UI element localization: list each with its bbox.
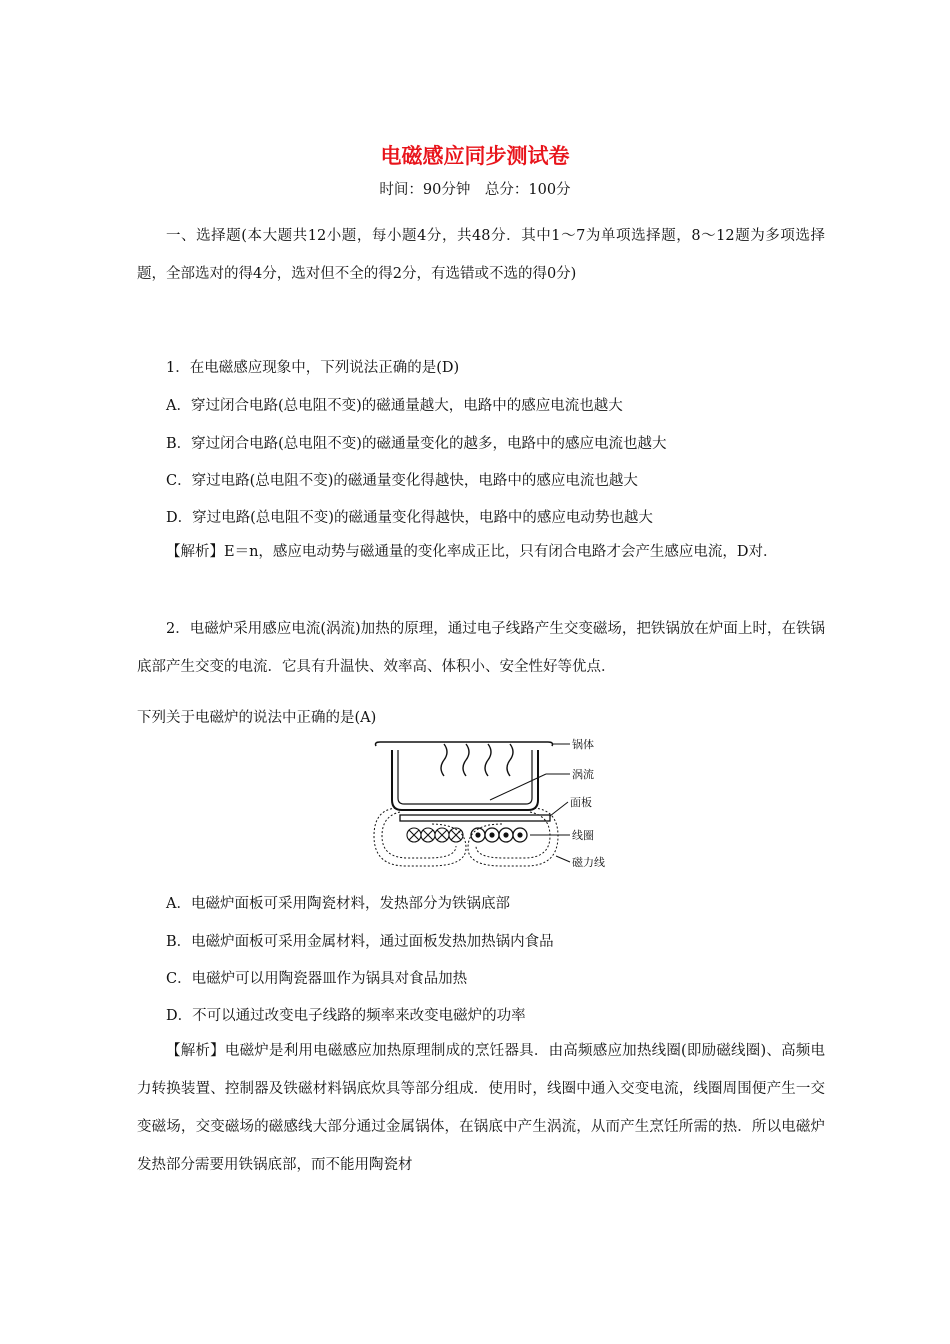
question-1-option-d: D．穿过电路(总电阻不变)的磁通量变化得越快，电路中的感应电动势也越大 bbox=[166, 510, 653, 526]
question-2-stem-end: 下列关于电磁炉的说法中正确的是(A) bbox=[137, 710, 377, 726]
exam-info: 时间：90分钟 总分：100分 bbox=[379, 182, 571, 198]
label-panel: 面板 bbox=[570, 796, 592, 809]
label-coil: 线圈 bbox=[572, 829, 594, 842]
induction-cooker-diagram bbox=[370, 736, 606, 874]
question-1-option-a: A．穿过闭合电路(总电阻不变)的磁通量越大，电路中的感应电流也越大 bbox=[166, 398, 623, 414]
section-instructions: 一、选择题(本大题共12小题，每小题4分，共48分．其中1～7为单项选择题，8～12题为多项选择题，全部选对的得4分，选对但不全的得2分，有选错或不选的得0分) bbox=[137, 228, 825, 282]
question-1-analysis: 【解析】E＝n，感应电动势与磁通量的变化率成正比，只有闭合电路才会产生感应电流，D对． bbox=[166, 544, 778, 560]
label-field-lines: 磁力线 bbox=[572, 856, 605, 869]
question-2-option-c: C．电磁炉可以用陶瓷器皿作为锅具对食品加热 bbox=[166, 971, 468, 987]
label-eddy-current: 涡流 bbox=[572, 768, 594, 781]
question-1-option-c: C．穿过电路(总电阻不变)的磁通量变化得越快，电路中的感应电流也越大 bbox=[166, 473, 638, 489]
question-1-stem: 1．在电磁感应现象中，下列说法正确的是(D) bbox=[166, 360, 460, 376]
label-pot: 锅体 bbox=[572, 738, 594, 751]
question-2-option-b: B．电磁炉面板可采用金属材料，通过面板发热加热锅内食品 bbox=[166, 934, 554, 950]
question-1-option-b: B．穿过闭合电路(总电阻不变)的磁通量变化的越多，电路中的感应电流也越大 bbox=[166, 436, 667, 452]
question-2-stem: 2．电磁炉采用感应电流(涡流)加热的原理，通过电子线路产生交变磁场，把铁锅放在炉面上时，在铁锅底部产生交变的电流．它具有升温快、效率高、体积小、安全性好等优点． bbox=[137, 621, 825, 675]
question-2-option-d: D．不可以通过改变电子线路的频率来改变电磁炉的功率 bbox=[166, 1008, 526, 1024]
question-2-analysis: 【解析】电磁炉是利用电磁感应加热原理制成的烹饪器具．由高频感应加热线圈(即励磁线圈)、高频电力转换装置、控制器及铁磁材料锅底炊具等部分组成．使用时，线圈中通入交变电流，线圈周围便产生一交变磁场，交变磁场的磁感线大部分通过金属锅体，在锅底中产生涡流，从而产生烹饪所需的热．所以电磁炉发热部分需要用铁锅底部，而不能用陶瓷材 bbox=[137, 1043, 825, 1173]
page-title: 电磁感应同步测试卷 bbox=[380, 144, 570, 168]
question-2-option-a: A．电磁炉面板可采用陶瓷材料，发热部分为铁锅底部 bbox=[166, 896, 510, 912]
